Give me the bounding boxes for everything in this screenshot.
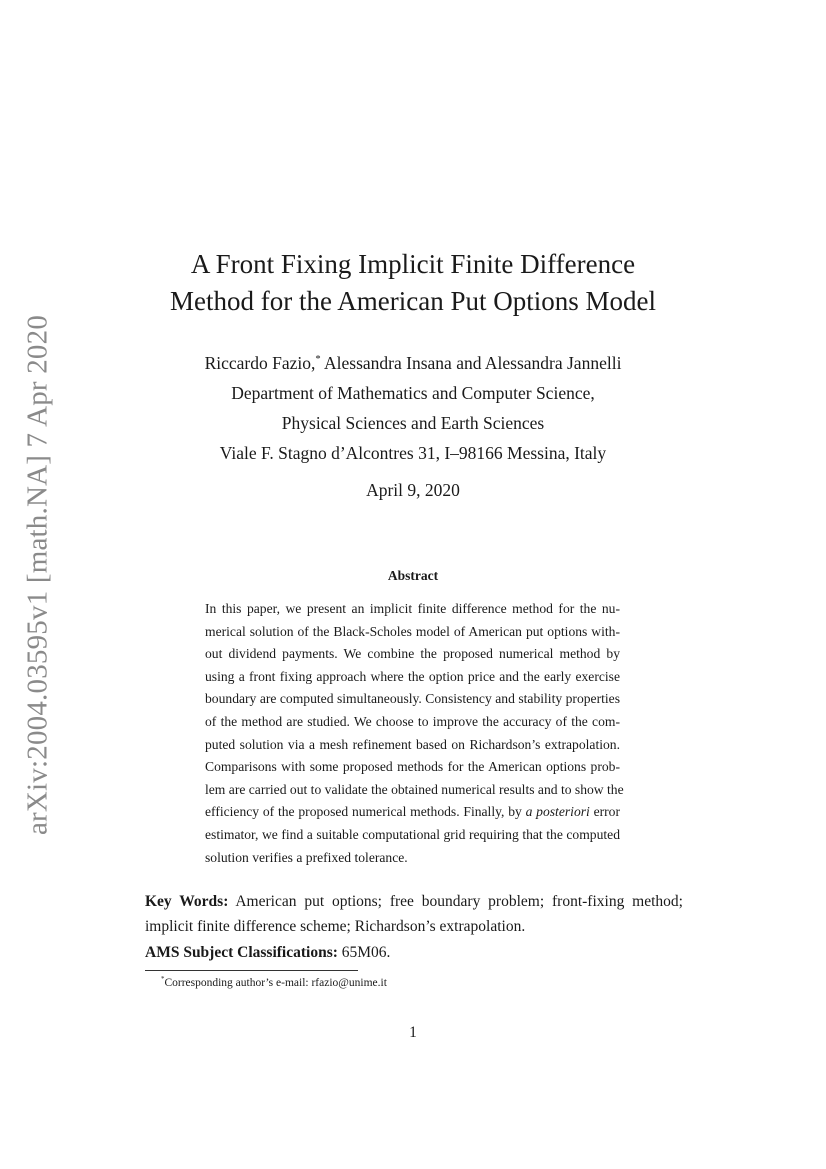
- ams-classification: [145, 944, 390, 962]
- ams-label: AMS Subject Classifications:: [145, 944, 338, 961]
- abstract-body: [205, 598, 624, 869]
- footnote-mark: *: [315, 354, 321, 365]
- abstract-line: solution verifies a prefixed tolerance.: [205, 849, 408, 865]
- affiliation-line: Physical Sciences and Earth Sciences: [281, 412, 545, 433]
- affiliation-line: Department of Mathematics and Computer Science,: [231, 382, 595, 403]
- ams-value: 65M06.: [337, 944, 391, 961]
- keywords-line: implicit finite difference scheme; Richardson’s extrapolation.: [145, 918, 526, 935]
- title-line: A Front Fixing Implicit Finite Difference: [190, 249, 636, 279]
- keywords-line: [145, 889, 683, 914]
- footnote-mark: *: [161, 976, 165, 983]
- author-block: [0, 345, 826, 468]
- abstract-heading: Abstract: [387, 568, 439, 583]
- paper-title: [0, 246, 826, 320]
- arxiv-stamp: arXiv:2004.03595v1 [math.NA] 7 Apr 2020: [21, 314, 54, 836]
- page-number: 1: [409, 1024, 417, 1041]
- abstract-italic: a posteriori: [525, 804, 590, 820]
- abstract-line: In this paper, we present an implicit finite difference method for the nu-: [205, 601, 620, 616]
- abstract-line: puted solution via a mesh refinement based on Richardson’s extrapolation.: [205, 736, 620, 752]
- abstract-line: boundary are computed simultaneously. Consistency and stability properties: [205, 691, 620, 707]
- keywords-text: American put options; free boundary problem; front-fixing method;: [228, 893, 683, 910]
- keywords: [145, 889, 683, 939]
- footnote-rule: [145, 970, 358, 971]
- abstract-line: lem are carried out to validate the obtained numerical results and to show the: [205, 781, 624, 797]
- date: April 9, 2020: [366, 480, 460, 500]
- author-name: Riccardo Fazio,: [204, 352, 316, 373]
- abstract-line: [205, 801, 620, 824]
- affiliation-line: Viale F. Stagno d’Alcontres 31, I–98166 Messina, Italy: [219, 442, 607, 463]
- abstract-text: efficiency of the proposed numerical methods. Finally, by: [205, 804, 526, 820]
- abstract-line: Comparisons with some proposed methods for the American options prob-: [205, 759, 620, 775]
- footnote-text: Corresponding author’s e-mail: rfazio@unime.it: [164, 976, 387, 989]
- title-line: Method for the American Put Options Model: [170, 286, 656, 316]
- authors: [0, 345, 826, 378]
- abstract-line: estimator, we find a suitable computational grid requiring that the computed: [205, 826, 620, 842]
- abstract-line: out dividend payments. We combine the proposed numerical method by: [205, 646, 620, 662]
- footnote: [161, 976, 387, 989]
- keywords-label: Key Words:: [145, 893, 229, 910]
- abstract-line: using a front fixing approach where the option price and the early exercise: [205, 668, 620, 684]
- abstract-line: merical solution of the Black-Scholes model of American put options with-: [205, 623, 620, 639]
- author-names: Alessandra Insana and Alessandra Jannelli: [320, 352, 622, 373]
- abstract-line: of the method are studied. We choose to improve the accuracy of the com-: [205, 713, 620, 729]
- abstract-text: error: [589, 804, 621, 820]
